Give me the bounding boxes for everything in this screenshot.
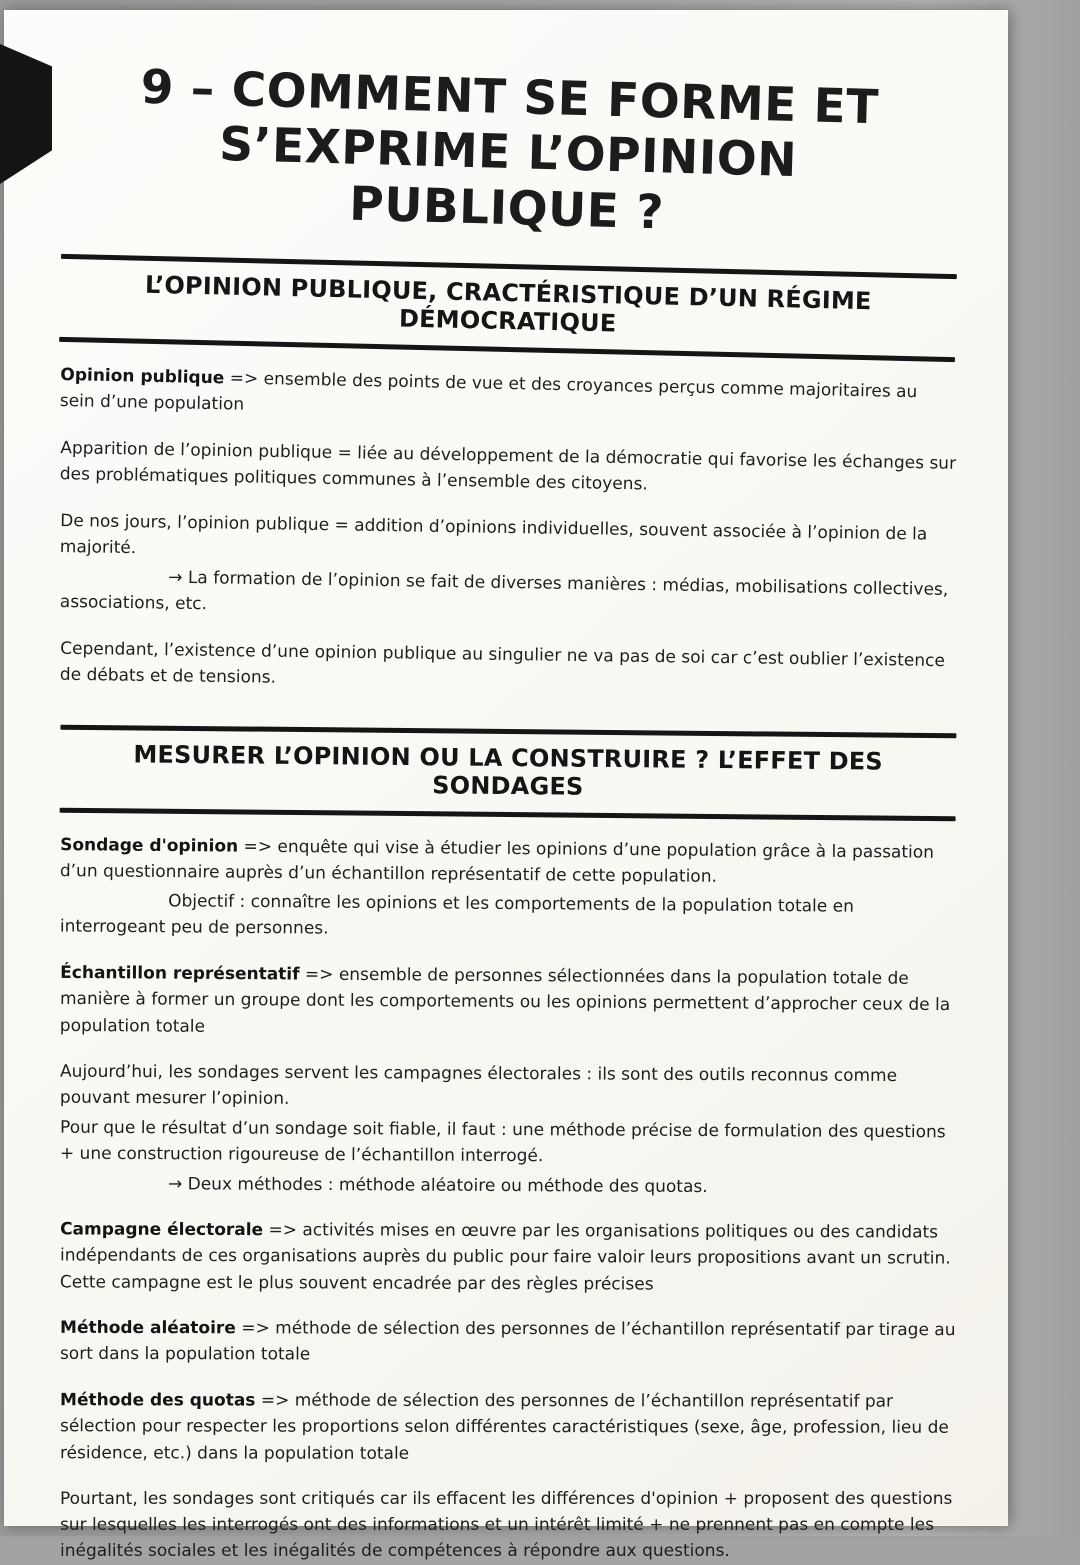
paragraph-text: → La formation de l’opinion se fait de diverses manières : médias, mobilisations collectives, associations, etc.	[59, 568, 949, 616]
definition-text: => activités mises en œuvre par les organisations politiques ou des candidats indépendants de ces organisations auprès du public pour faire valoir leurs propositions avant un scrutin. Cette campagne est le plus souvent encadrée par des règles précises	[59, 1220, 951, 1295]
section-2-body	[60, 836, 956, 1565]
term-opinion-publique: Opinion publique	[60, 365, 225, 389]
paragraph-definition	[60, 832, 956, 893]
paragraph-text: → Deux méthodes : méthode aléatoire ou méthode des quotas.	[167, 1173, 708, 1197]
definition-text: => enquête qui vise à étudier les opinions d’une population grâce à la passation d’un questionnaire auprès d’un échantillon représentatif de cette population.	[59, 836, 935, 887]
paragraph	[60, 1059, 956, 1116]
paragraph-text: Objectif : connaître les opinions et les comportements de la population totale en interrogeant peu de personnes.	[59, 891, 855, 940]
binder-clip-shadow	[0, 44, 52, 184]
definition-text: => ensemble de personnes sélectionnées dans la population totale de manière à former un groupe dont les comportements ou les opinions permettent d’approcher ceux de la population totale	[59, 964, 951, 1037]
paragraph-objective	[60, 888, 956, 948]
page-title-line-1: 9 – COMMENT SE FORME ET	[139, 59, 880, 136]
term-echantillon-representatif: Échantillon représentatif	[60, 963, 300, 985]
definition-text: => ensemble des points de vue et des croyances perçus comme majoritaires au sein d’une population	[59, 368, 918, 416]
paragraph-definition	[60, 960, 957, 1045]
definition-text: => méthode de sélection des personnes de l’échantillon représentatif par sélection pour respecter les proportions selon différentes caractéristiques (sexe, âge, profession, lieu de résidence, etc.) dans la population totale	[59, 1390, 949, 1464]
term-methode-des-quotas: Méthode des quotas	[60, 1389, 256, 1411]
page-title	[103, 59, 914, 248]
page-title-line-3: PUBLIQUE ?	[348, 176, 665, 241]
paragraph	[60, 435, 957, 503]
paragraph-text: Cependant, l’existence d’une opinion publique au singulier ne va pas de soi car c’est oublier l’existence de débats et de tensions.	[59, 638, 946, 689]
paragraph-text: Pour que le résultat d’un sondage soit fiable, il faut : une méthode précise de formulation des questions + une construction rigoureuse de l’échantillon interrogé.	[59, 1117, 946, 1167]
paragraph-definition	[60, 362, 957, 433]
term-methode-aleatoire: Méthode aléatoire	[60, 1317, 236, 1339]
paragraph-text: Aujourd’hui, les sondages servent les campagnes électorales : ils sont des outils reconnus comme pouvant mesurer l’opinion.	[59, 1061, 898, 1110]
paragraph-text: Apparition de l’opinion publique = liée au développement de la démocratie qui favorise les échanges sur des problématiques politiques communes à l’ensemble des citoyens.	[59, 438, 957, 495]
paragraph-definition	[60, 1216, 956, 1298]
page-title-line-2: S’EXPRIME L’OPINION	[218, 117, 798, 189]
paragraph-definition	[60, 1315, 956, 1370]
section-1-header-block	[59, 254, 957, 362]
paragraph-arrow-note	[60, 1170, 956, 1201]
section-1-header: L’OPINION PUBLIQUE, CRACTÉRISTIQUE D’UN RÉGIME DÉMOCRATIQUE	[144, 271, 872, 338]
paragraph	[60, 636, 957, 701]
paragraph-text: Pourtant, les sondages sont critiqués car ils effacent les différences d'opinion + proposent des questions sur lesquelles les interrogés ont des informations et un intérêt limité + ne prennent pas en compte les inégalités sociales et les inégalités de compétences à répondre aux questions.	[60, 1488, 953, 1562]
paragraph-arrow-note	[60, 563, 957, 630]
paragraph	[60, 1115, 956, 1172]
paragraph-text: De nos jours, l’opinion publique = addition d’opinions individuelles, souvent associée à l’opinion de la majorité.	[59, 510, 928, 559]
term-sondage-opinion: Sondage d'opinion	[60, 834, 239, 857]
section-2-header: MESURER L’OPINION OU LA CONSTRUIRE ? L’EFFET DES SONDAGES	[133, 740, 883, 801]
section-2-header-block	[60, 724, 957, 821]
paragraph-definition	[60, 1387, 956, 1468]
section-1-body	[59, 365, 957, 694]
scanned-page	[4, 10, 1008, 1562]
term-campagne-electorale: Campagne électorale	[60, 1219, 264, 1241]
paragraph	[60, 1486, 956, 1565]
definition-text: => méthode de sélection des personnes de l’échantillon représentatif par tirage au sort dans la population totale	[59, 1318, 956, 1365]
